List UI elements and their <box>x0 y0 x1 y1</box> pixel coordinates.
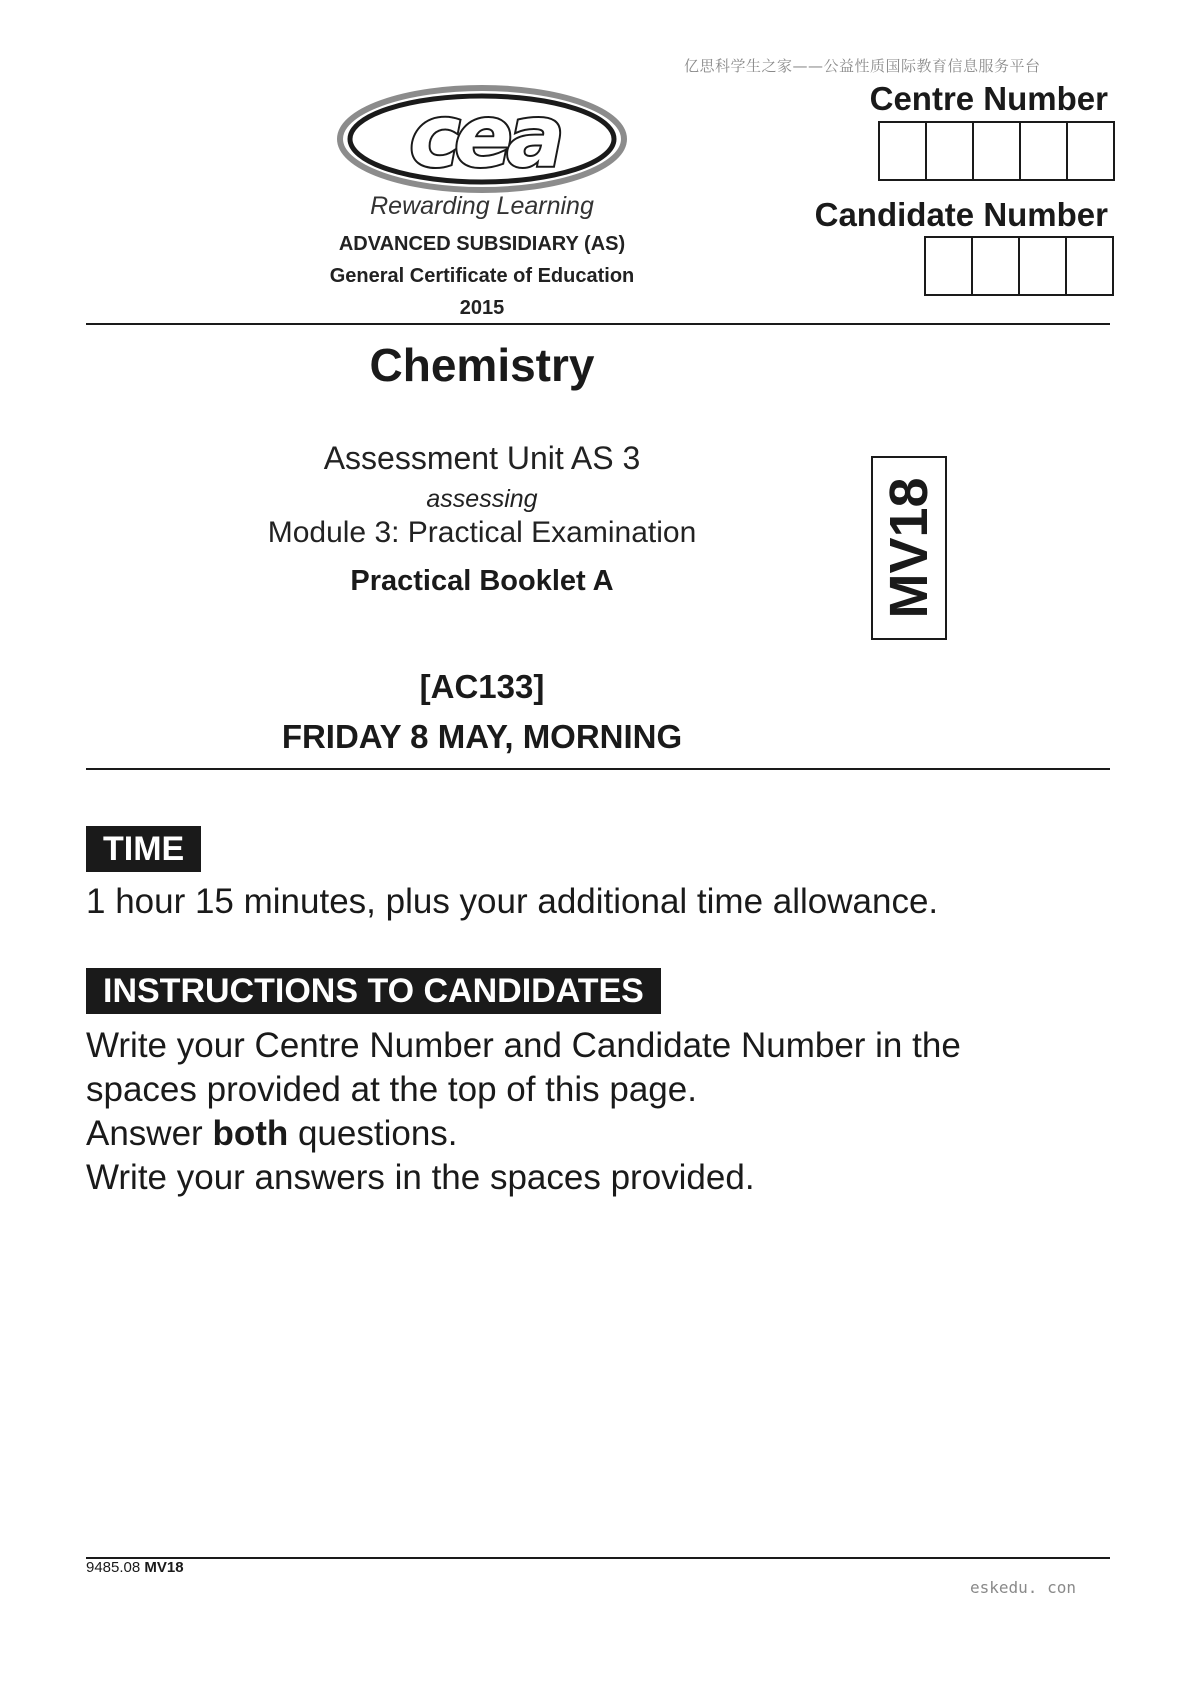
assessing-label: assessing <box>426 485 538 513</box>
instructions-heading: INSTRUCTIONS TO CANDIDATES <box>86 968 661 1014</box>
footer-paper-code: MV18 <box>144 1559 184 1576</box>
module-name: Module 3: Practical Examination <box>267 516 697 549</box>
instruction-line: spaces provided at the top of this page. <box>86 1070 697 1109</box>
watermark-top: 亿思科学生之家——公益性质国际教育信息服务平台 <box>684 57 1041 75</box>
svg-text:cea: cea <box>409 87 559 187</box>
centre-number-cell[interactable] <box>878 121 927 181</box>
centre-number-boxes[interactable] <box>880 121 1115 181</box>
instruction-text: Answer <box>86 1114 213 1153</box>
candidate-number-cell[interactable] <box>924 236 973 296</box>
qualification-level: ADVANCED SUBSIDIARY (AS) <box>338 233 626 255</box>
instruction-line: Write your Centre Number and Candidate Number in the <box>86 1026 961 1065</box>
time-text: 1 hour 15 minutes, plus your additional time allowance. <box>86 882 939 921</box>
assessment-unit: Assessment Unit AS 3 <box>323 440 641 476</box>
instruction-line: Write your answers in the spaces provided. <box>86 1158 755 1197</box>
paper-code-box <box>871 456 947 640</box>
exam-date: FRIDAY 8 MAY, MORNING <box>281 718 683 755</box>
watermark-bottom: eskedu. con <box>970 1578 1076 1597</box>
candidate-number-cell[interactable] <box>971 236 1020 296</box>
paper-code: [AC133] <box>419 668 545 705</box>
candidate-number-boxes[interactable] <box>926 236 1114 296</box>
cea-logo <box>337 84 627 194</box>
instruction-line <box>86 1114 458 1154</box>
candidate-number-label: Candidate Number <box>814 196 1108 233</box>
divider <box>86 768 1110 770</box>
qualification-name: General Certificate of Education <box>329 265 635 287</box>
qualification-year: 2015 <box>459 297 505 319</box>
centre-number-cell[interactable] <box>925 121 974 181</box>
candidate-number-cell[interactable] <box>1065 236 1114 296</box>
candidate-number-cell[interactable] <box>1018 236 1067 296</box>
instruction-emphasis: both <box>212 1114 289 1153</box>
paper-code-box-text: MV18 <box>879 477 939 619</box>
footer-code <box>86 1559 184 1576</box>
time-heading: TIME <box>86 826 201 872</box>
subject-title: Chemistry <box>369 339 595 391</box>
divider <box>86 1557 1110 1559</box>
centre-number-cell[interactable] <box>1066 121 1115 181</box>
centre-number-cell[interactable] <box>972 121 1021 181</box>
booklet-name: Practical Booklet A <box>350 565 614 597</box>
centre-number-cell[interactable] <box>1019 121 1068 181</box>
divider <box>86 323 1110 325</box>
centre-number-label: Centre Number <box>869 80 1108 117</box>
instruction-text: questions. <box>288 1114 458 1153</box>
logo-tagline: Rewarding Learning <box>370 192 594 220</box>
footer-number: 9485.08 <box>86 1559 141 1576</box>
